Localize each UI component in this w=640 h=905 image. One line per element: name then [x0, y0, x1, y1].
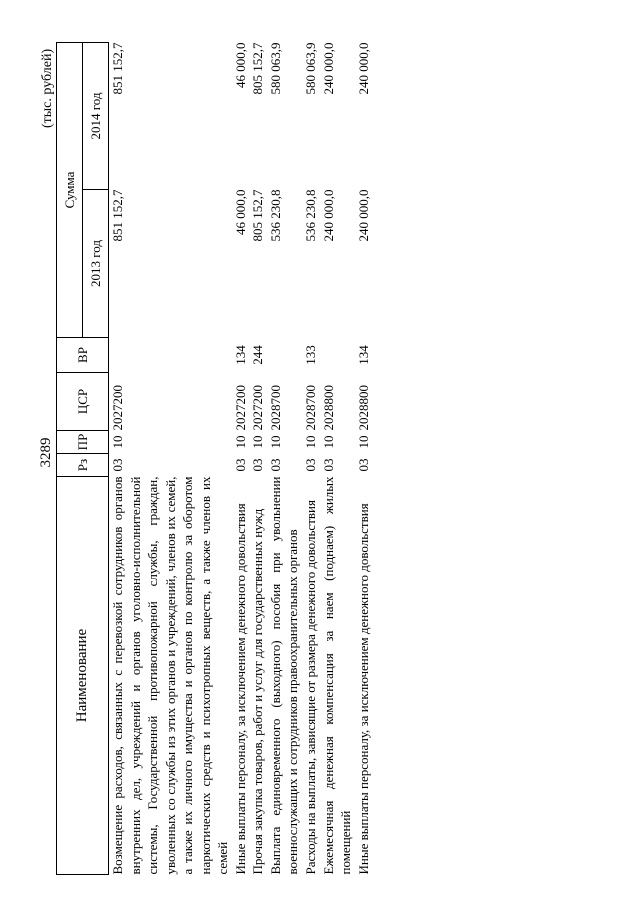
row-vr: [267, 338, 302, 373]
row-sum-2014: 240 000,0: [320, 42, 336, 95]
row-rz: 03: [320, 458, 336, 472]
row-sum-2013: 46 000,0: [232, 189, 248, 235]
row-name: Возмещение расходов, связанных с перевозкой сотрудников органов внутренних дел, учреждений и органов уголовно-исполнительной системы, Государственной противопожарной службы, граждан, уволенных со службы из этих органов и учреждений, членов их семей, а также их личного имущества и органов по контролю за оборотом наркотических средств и психотропных веществ, а также членов их семей: [110, 476, 231, 875]
row-name: Иные выплаты персоналу, за исключением денежного довольствия: [232, 503, 248, 875]
row-pr: 10: [250, 435, 266, 449]
row-pr: 10: [232, 435, 248, 449]
table-row: [232, 43, 250, 875]
row-csr: 2027200: [110, 385, 125, 431]
budget-table: [56, 42, 372, 875]
row-sum-2013: 536 230,8: [267, 189, 283, 242]
table-row: [267, 43, 302, 875]
row-name: Ежемесячная денежная компенсация за наем (поднаем) жилых помещений: [320, 476, 354, 875]
row-csr: 2028700: [267, 385, 283, 431]
row-pr: 10: [320, 435, 336, 449]
row-vr: [320, 338, 355, 373]
row-csr: 2028800: [320, 385, 336, 431]
row-rz: 03: [110, 458, 125, 472]
row-name: Прочая закупка товаров, работ и услуг для государственных нужд: [250, 508, 266, 875]
row-csr: 2027200: [250, 385, 266, 431]
row-vr: 133: [303, 345, 319, 365]
row-sum-2013: 240 000,0: [320, 189, 336, 242]
row-vr: [109, 338, 232, 373]
row-sum-2014: 580 063,9: [303, 42, 319, 95]
row-rz: 03: [267, 458, 283, 472]
row-vr: 134: [232, 345, 248, 365]
header-csr: ЦСР: [57, 373, 109, 431]
row-sum-2013: 240 000,0: [355, 189, 371, 242]
table-row: [249, 43, 267, 875]
row-sum-2013: 805 152,7: [250, 189, 266, 242]
table-row: [302, 43, 320, 875]
header-rz: Рз: [57, 454, 109, 477]
row-pr: 10: [267, 435, 283, 449]
row-rz: 03: [355, 458, 371, 472]
table-row: [355, 43, 373, 875]
row-pr: 10: [110, 435, 125, 449]
row-name: Иные выплаты персоналу, за исключением денежного довольствия: [355, 503, 371, 875]
row-vr: 134: [355, 345, 371, 365]
row-sum-2014: 805 152,7: [250, 42, 266, 95]
header-2014: 2014 год: [83, 43, 109, 190]
row-sum-2014: 580 063,9: [267, 42, 283, 95]
row-sum-2014: 851 152,7: [110, 42, 125, 95]
row-pr: 10: [355, 435, 371, 449]
row-sum-2014: 240 000,0: [355, 42, 371, 95]
row-rz: 03: [303, 458, 319, 472]
row-pr: 10: [303, 435, 319, 449]
table-row: [109, 43, 232, 875]
row-sum-2013: 536 230,8: [303, 189, 319, 242]
header-vr: ВР: [57, 338, 109, 373]
header-2013: 2013 год: [83, 190, 109, 338]
unit-label: (тыс. рублей): [40, 48, 55, 128]
row-sum-2013: 851 152,7: [110, 189, 125, 242]
header-pr: ПР: [57, 431, 109, 454]
row-csr: 2028800: [355, 385, 371, 431]
row-csr: 2027200: [232, 385, 248, 431]
row-vr: 244: [250, 345, 266, 365]
row-name: Выплата единовременного (выходного) пособия при увольнении военнослужащих и сотрудников правоохранительных органов: [267, 476, 301, 875]
row-rz: 03: [250, 458, 266, 472]
header-name: Наименование: [57, 477, 109, 875]
row-rz: 03: [232, 458, 248, 472]
row-csr: 2028700: [303, 385, 319, 431]
page-number: 3289: [38, 437, 54, 468]
row-name: Расходы на выплаты, зависящие от размера денежного довольствия: [303, 500, 319, 875]
row-sum-2014: 46 000,0: [232, 42, 248, 88]
header-sum: Сумма: [57, 43, 83, 338]
table-row: [320, 43, 355, 875]
